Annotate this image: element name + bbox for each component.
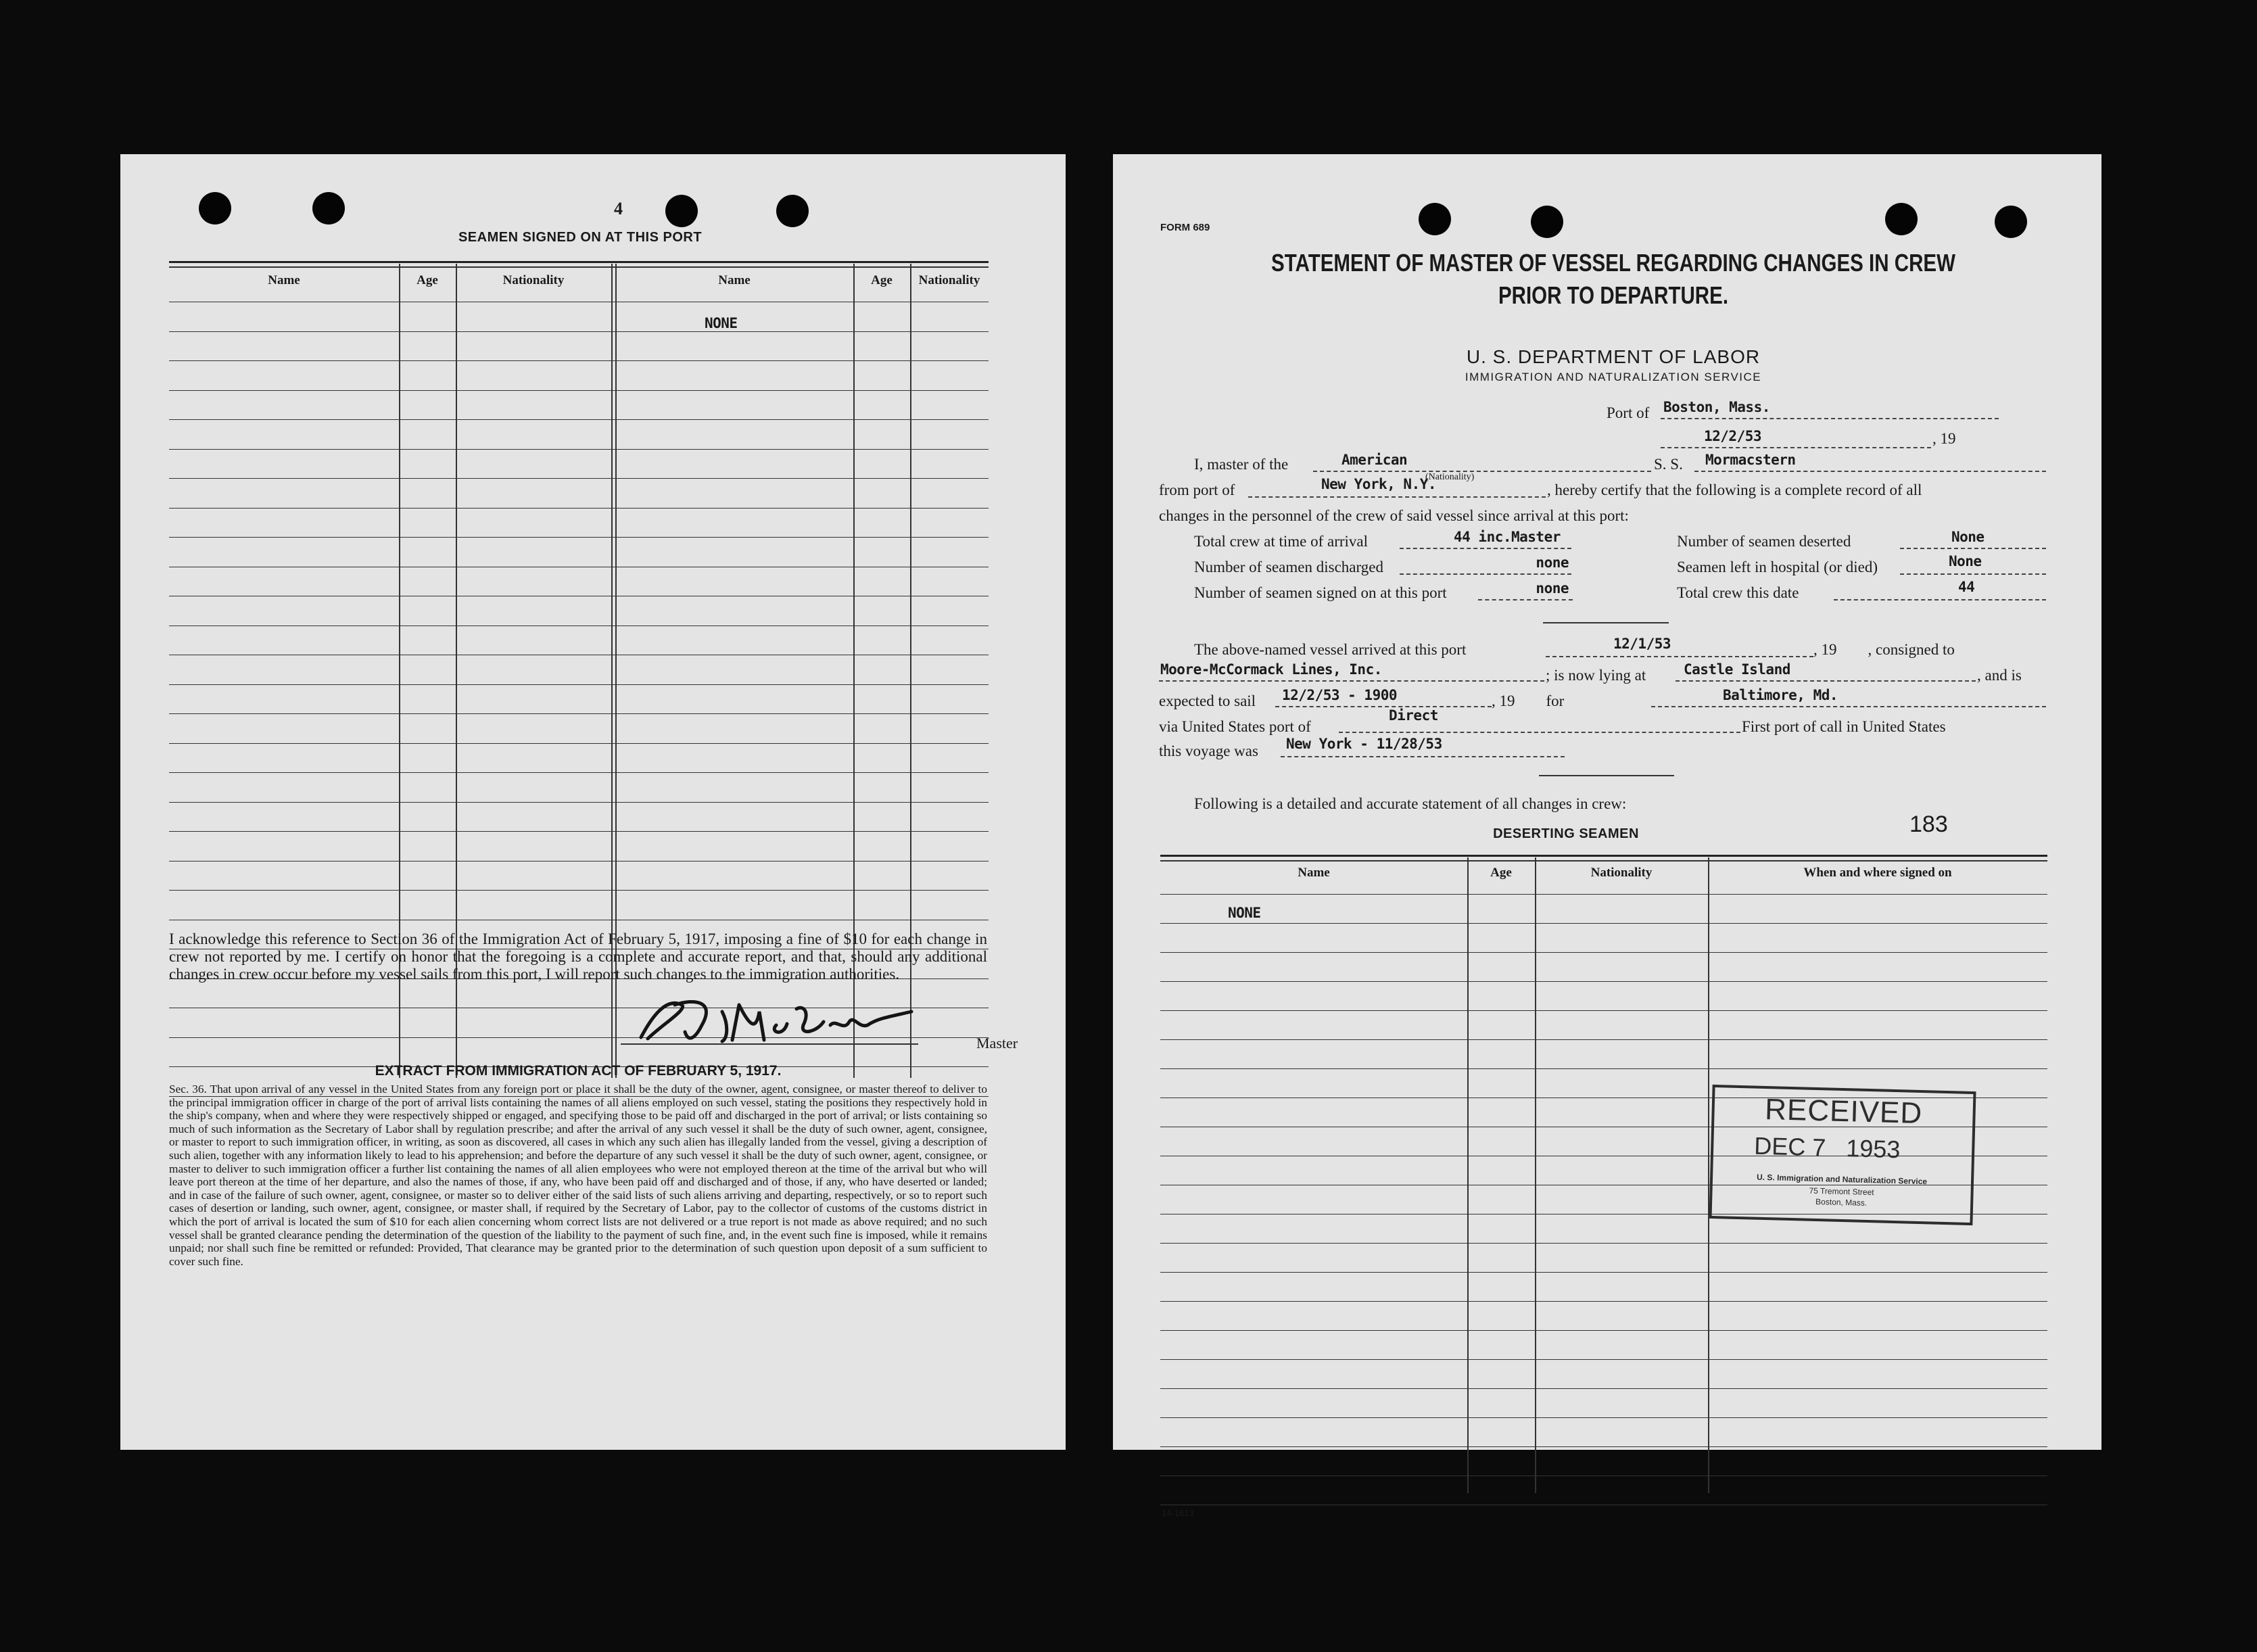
master-caption: Master xyxy=(976,1035,1018,1052)
voyage-value: New York - 11/28/53 xyxy=(1286,736,1442,752)
table-rule xyxy=(1160,923,2047,924)
signed-on-title: SEAMEN SIGNED ON AT THIS PORT xyxy=(458,230,703,245)
table-rule xyxy=(1160,1359,2047,1360)
column-header: Name xyxy=(718,273,751,287)
table-rule xyxy=(1160,1243,2047,1244)
table-rule xyxy=(169,802,989,803)
discharged-label: Number of seamen discharged xyxy=(1194,559,1383,575)
first-port-label: First port of call in United States xyxy=(1742,718,1946,735)
department-name: U. S. DEPARTMENT OF LABOR xyxy=(1466,346,1761,367)
consigned-label: , 19 , consigned to xyxy=(1813,641,1955,658)
destination-value: Baltimore, Md. xyxy=(1723,687,1838,703)
column-header: When and where signed on xyxy=(1803,866,1952,880)
port-value: Boston, Mass. xyxy=(1663,399,1770,415)
table-rule xyxy=(169,861,989,862)
punch-hole xyxy=(199,192,231,225)
stamp-city: Boston, Mass. xyxy=(1815,1196,1868,1208)
year-prefix: , 19 xyxy=(1932,430,1956,447)
punch-hole xyxy=(1885,203,1918,235)
signed-on-value: none xyxy=(1536,580,1569,596)
form-title-line2: PRIOR TO DEPARTURE. xyxy=(1498,281,1729,309)
table-rule xyxy=(169,772,989,773)
punch-hole xyxy=(776,195,809,227)
stamp-date: DEC 7 1953 xyxy=(1753,1131,1901,1164)
expected-label: expected to sail xyxy=(1159,692,1256,709)
arrived-value: 12/1/53 xyxy=(1613,636,1671,652)
lying-label: ; is now lying at xyxy=(1546,667,1646,684)
form-number: FORM 689 xyxy=(1160,222,1210,233)
punch-hole xyxy=(665,195,698,227)
from-port-value: New York, N.Y. xyxy=(1321,476,1437,492)
voyage-label: this voyage was xyxy=(1159,742,1258,759)
print-code: 14-1613 xyxy=(1162,1508,1194,1518)
table-rule xyxy=(169,890,989,891)
table-rule xyxy=(169,831,989,832)
table-rule xyxy=(169,331,989,332)
table-rule xyxy=(1160,1388,2047,1389)
signed-on-label: Number of seamen signed on at this port xyxy=(1194,584,1447,601)
column-header: Name xyxy=(268,273,300,287)
punch-hole xyxy=(1531,206,1563,238)
table-rule xyxy=(169,419,989,420)
extract-title: EXTRACT FROM IMMIGRATION ACT OF FEBRUARY 5, 1917. xyxy=(375,1063,782,1079)
service-name: IMMIGRATION AND NATURALIZATION SERVICE xyxy=(1465,371,1762,383)
hospital-label: Seamen left in hospital (or died) xyxy=(1677,559,1878,575)
port-label: Port of xyxy=(1607,404,1650,421)
table-rule xyxy=(1160,1068,2047,1069)
total-crew-date-label: Total crew this date xyxy=(1677,584,1799,601)
page-number: 4 xyxy=(614,199,623,218)
form-title-line1: STATEMENT OF MASTER OF VESSEL REGARDING CHANGES IN CREW xyxy=(1271,249,1955,277)
table-rule xyxy=(169,713,989,714)
nationality-value: American xyxy=(1341,452,1408,468)
via-value: Direct xyxy=(1389,707,1438,724)
deserting-title: DESERTING SEAMEN xyxy=(1493,826,1639,841)
discharged-value: none xyxy=(1536,554,1569,571)
date-value: 12/2/53 xyxy=(1704,428,1762,444)
table-rule xyxy=(169,743,989,744)
table-rule xyxy=(1160,1446,2047,1447)
table-rule xyxy=(1160,1330,2047,1331)
punch-hole xyxy=(1419,203,1451,235)
total-crew-arrival-value: 44 inc.Master xyxy=(1454,529,1561,545)
table-rule xyxy=(1160,1039,2047,1040)
typed-none-entry: NONE xyxy=(1228,905,1261,921)
table-rule xyxy=(1160,894,2047,895)
for-label: , 19 for xyxy=(1492,692,1565,709)
table-rule xyxy=(169,478,989,479)
section-36-text: Sec. 36. That upon arrival of any vessel in the United States from any foreign port or place it shall be the duty of the owner, agent, consignee, or master thereof to deliver to the principal immigration officer in charge of the port of arrival lists containing the names of all aliens employed on such vessel, stating the positions they respectively hold in the ship's company, when and where they were respectively shipped or engaged, and specifying those to be paid off and discharged in the port of arrival; or lists containing so much of such information as the Secretary of Labor shall by regulation prescribe; and after the arrival of any such vessel it shall be the duty of such owner, agent, consignee, or master to report to such immigration officer, in writing, as soon as discovered, all cases in which any such alien has illegally landed from the vessel, giving a description of such alien, together with any information likely to lead to his apprehension; and before the departure of any such vessel it shall be the duty of such owner, agent, consignee, or master to deliver to such immigration officer a further list containing the names of all alien employees who were not employed thereon at the time of the arrival but who will leave port thereon at the time of her departure, and also the names of those, if any, who have been paid off and discharged and of those, if any, who have deserted or landed; and in case of the failure of such owner, agent, consignee, or master so to deliver either of the said lists of such aliens arriving and departing, respectively, or so to report such cases of desertion or landing, such owner, agent, consignee, or master shall, if required by the Secretary of Labor, pay to the collector of customs of the customs district in which the port of arrival is located the sum of $10 for each alien concerning whom correct lists are not delivered or a true report is not made as above required; and no such vessel shall be granted clearance pending the determination of the question of the liability to the payment of such fine, and, in the event such fine is imposed, while it remains unpaid; nor shall such fine be remitted or refunded: Provided, That clearance may be granted prior to the determination of such question upon deposit of a sum sufficient to cover such fine. xyxy=(169,1083,987,1268)
master-signature xyxy=(621,985,918,1052)
stamp-service: U. S. Immigration and Naturalization Service xyxy=(1756,1172,1928,1187)
column-header: Age xyxy=(871,273,893,287)
table-rule xyxy=(169,537,989,538)
lying-value: Castle Island xyxy=(1684,661,1790,678)
consignee-value: Moore-McCormack Lines, Inc. xyxy=(1160,661,1382,678)
hospital-value: None xyxy=(1949,553,1982,569)
ss-label: S. S. xyxy=(1654,456,1683,473)
and-is-label: , and is xyxy=(1977,667,2022,684)
column-header: Nationality xyxy=(502,273,565,287)
column-header: Nationality xyxy=(1590,866,1653,880)
table-rule xyxy=(169,449,989,450)
nationality-caption: (Nationality) xyxy=(1425,472,1475,482)
page-stamp-number: 183 xyxy=(1909,811,1948,837)
column-header: Name xyxy=(1298,866,1330,880)
certify-text: , hereby certify that the following is a complete record of all xyxy=(1547,481,1922,498)
table-rule xyxy=(1160,1301,2047,1302)
left-page xyxy=(120,154,1066,1450)
column-header: Nationality xyxy=(918,273,980,287)
table-rule xyxy=(169,390,989,391)
arrived-label: The above-named vessel arrived at this port xyxy=(1194,641,1467,658)
acknowledgment-paragraph: I acknowledge this reference to Section 36 of the Immigration Act of February 5, 1917, imposing a fine of $10 for each change in crew not reported by me. I certify on honor that the foregoing is a complete and accurate report, and that, should any additional changes in crew occur before my vessel sails from this port, I will report such changes to the immigration authorities. xyxy=(169,930,987,983)
expected-value: 12/2/53 - 1900 xyxy=(1282,687,1398,703)
right-page xyxy=(1113,154,2101,1518)
changes-text: changes in the personnel of the crew of said vessel since arrival at this port: xyxy=(1159,507,1629,524)
table-rule xyxy=(169,508,989,509)
typed-none-entry: NONE xyxy=(705,315,738,331)
stamp-street: 75 Tremont Street xyxy=(1809,1185,1874,1198)
table-rule xyxy=(1160,1010,2047,1011)
table-rule xyxy=(1160,1272,2047,1273)
table-rule xyxy=(169,684,989,685)
table-rule xyxy=(1160,981,2047,982)
master-prefix-label: I, master of the xyxy=(1194,456,1289,473)
punch-hole xyxy=(1995,206,2027,238)
total-crew-date-value: 44 xyxy=(1958,579,1975,595)
deserted-value: None xyxy=(1951,529,1985,545)
punch-hole xyxy=(312,192,345,225)
received-stamp xyxy=(1709,1085,1976,1225)
vessel-name: Mormacstern xyxy=(1705,452,1796,468)
following-text: Following is a detailed and accurate statement of all changes in crew: xyxy=(1194,795,1627,812)
column-header: Age xyxy=(417,273,438,287)
column-header: Age xyxy=(1490,866,1512,880)
deserted-label: Number of seamen deserted xyxy=(1677,533,1851,550)
table-rule xyxy=(1160,952,2047,953)
via-label: via United States port of xyxy=(1159,718,1311,735)
table-rule xyxy=(169,360,989,361)
total-crew-arrival-label: Total crew at time of arrival xyxy=(1194,533,1369,550)
from-port-label: from port of xyxy=(1159,481,1235,498)
stamp-received: RECEIVED xyxy=(1764,1092,1923,1131)
table-rule xyxy=(1160,1417,2047,1418)
